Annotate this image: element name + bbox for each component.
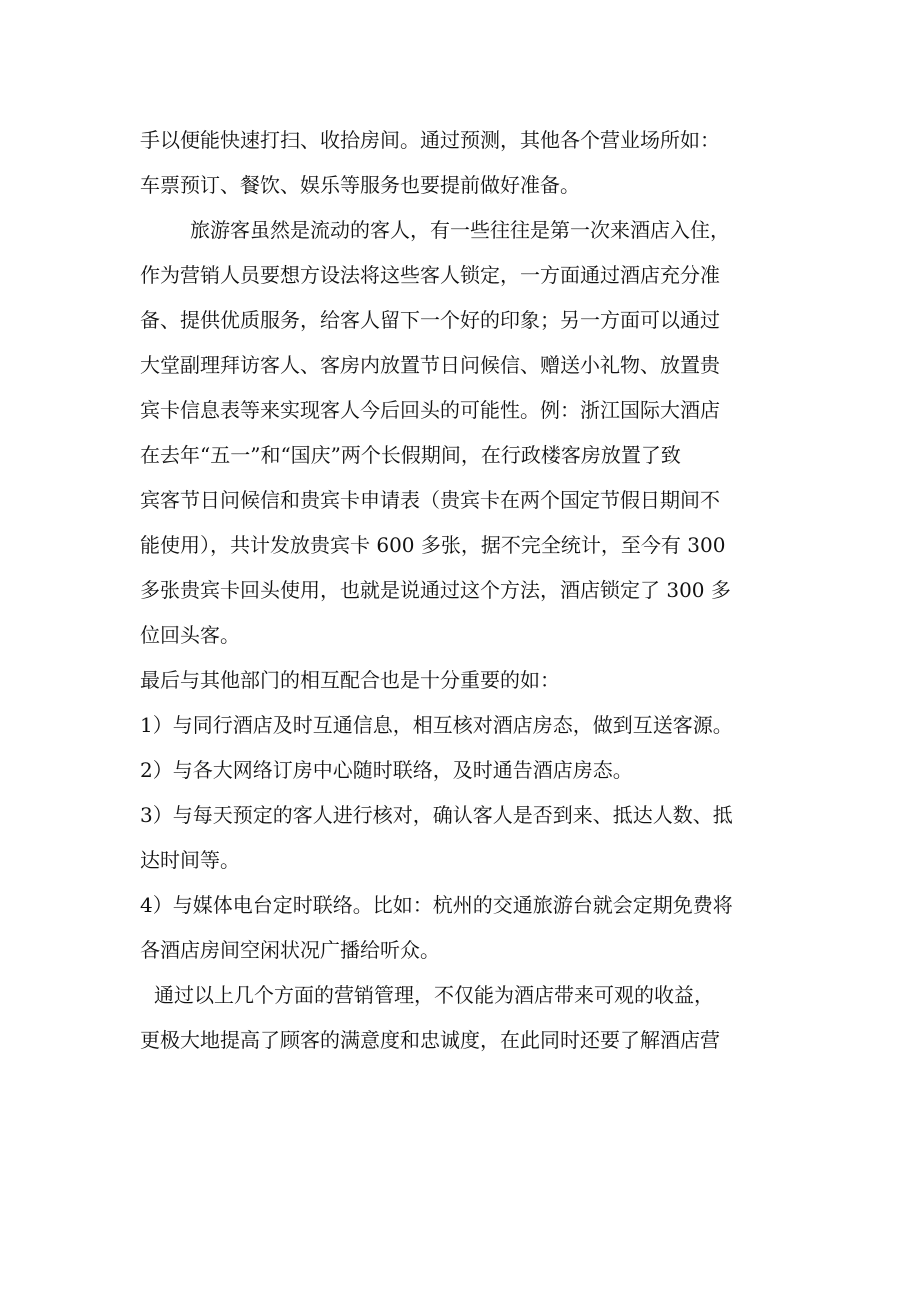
text-line: 多张贵宾卡回头使用，也就是说通过这个方法，酒店锁定了 300 多: [140, 578, 731, 602]
list-item-3-cont: 达时间等。: [140, 848, 240, 872]
text-line: 宾客节日问候信和贵宾卡申请表（贵宾卡在两个国定节假日期间不: [140, 488, 720, 512]
text-line: 最后与其他部门的相互配合也是十分重要的如：: [140, 668, 560, 692]
text-line: 位回头客。: [140, 623, 240, 647]
list-item-4-cont: 各酒店房间空闲状况广播给听众。: [140, 938, 440, 962]
text-line: 大堂副理拜访客人、客房内放置节日问候信、赠送小礼物、放置贵: [140, 353, 720, 377]
text-line: 作为营销人员要想方设法将这些客人锁定，一方面通过酒店充分准: [140, 263, 720, 287]
document-body: [140, 118, 790, 1063]
text-line: 备、提供优质服务，给客人留下一个好的印象；另一方面可以通过: [140, 308, 720, 332]
text-line: 手以便能快速打扫、收拾房间。通过预测，其他各个营业场所如：: [140, 128, 720, 152]
text-line: 能使用），共计发放贵宾卡 600 多张，据不完全统计，至今有 300: [140, 533, 726, 557]
list-item-2: 2）与各大网络订房中心随时联络，及时通告酒店房态。: [140, 758, 633, 782]
text-line: 在去年“五一”和“国庆”两个长假期间，在行政楼客房放置了致: [140, 443, 681, 467]
text-line: 更极大地提高了顾客的满意度和忠诚度，在此同时还要了解酒店营: [140, 1028, 720, 1052]
paragraph-start-line: 旅游客虽然是流动的客人，有一些往往是第一次来酒店入住，: [190, 218, 730, 242]
paragraph-start-line: 通过以上几个方面的营销管理，不仅能为酒店带来可观的收益，: [154, 983, 714, 1007]
text-line: 宾卡信息表等来实现客人今后回头的可能性。例：浙江国际大酒店: [140, 398, 720, 422]
text-line: 车票预订、餐饮、娱乐等服务也要提前做好准备。: [140, 173, 580, 197]
list-item-3: 3）与每天预定的客人进行核对，确认客人是否到来、抵达人数、抵: [140, 803, 733, 827]
list-item-1: 1）与同行酒店及时互通信息，相互核对酒店房态，做到互送客源。: [140, 713, 733, 737]
list-item-4: 4）与媒体电台定时联络。比如：杭州的交通旅游台就会定期免费将: [140, 893, 733, 917]
